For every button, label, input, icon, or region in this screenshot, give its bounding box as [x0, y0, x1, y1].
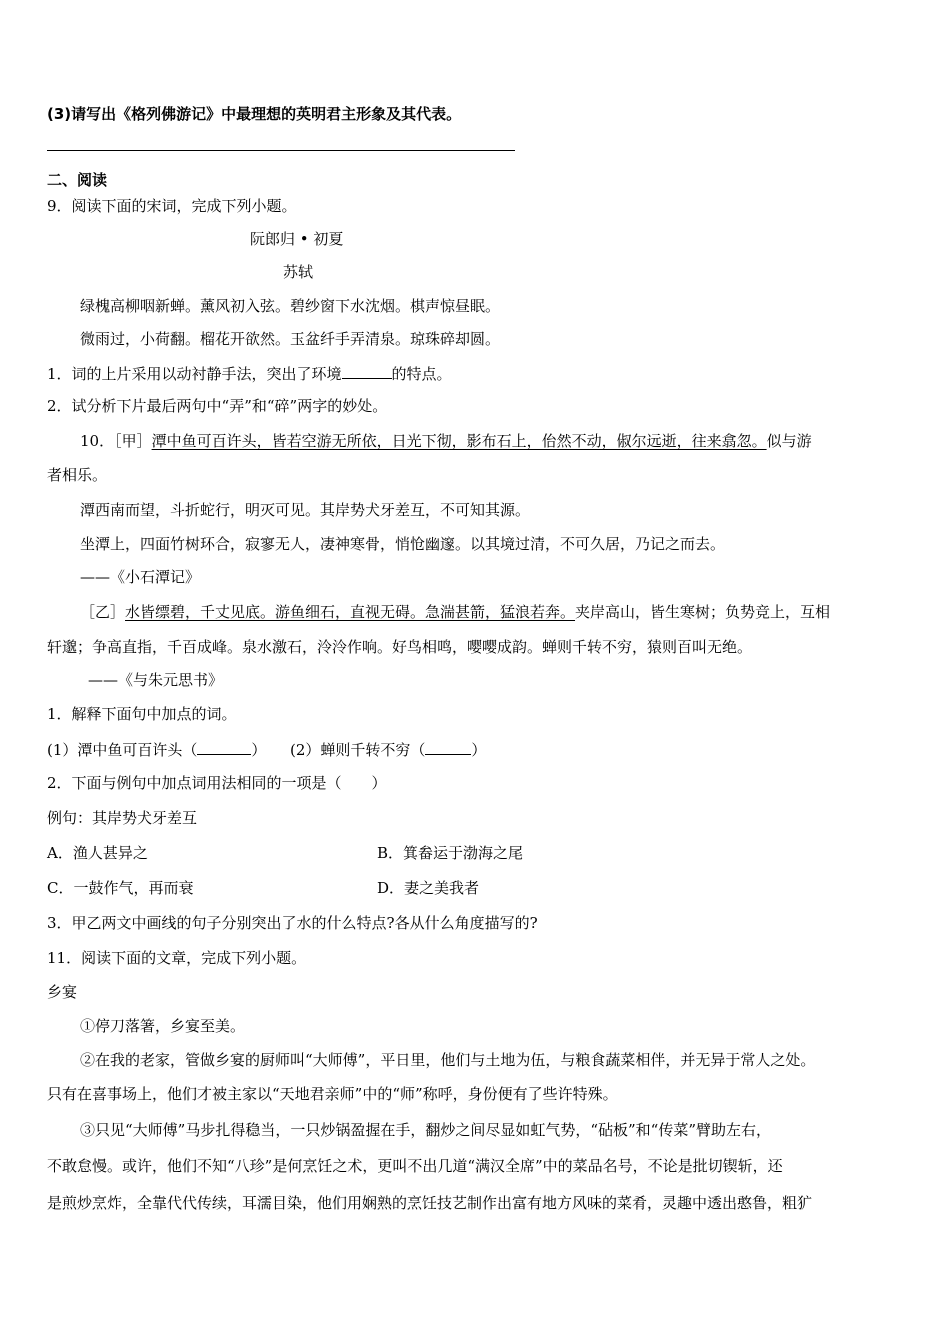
q10-yi-line1 — [80, 602, 830, 622]
sub1-item2-b: ） — [471, 741, 487, 759]
article-p3-cont1: 不敢怠慢。或许，他们不知“八珍”是何烹饪之术，更叫不出几道“满汉全席”中的菜品名号，不论是批切锲斩，还 — [47, 1157, 783, 1175]
poem-title: 阮郎归 • 初夏 — [250, 230, 344, 248]
section-title: 二、阅读 — [47, 171, 108, 189]
poem-line-1: 绿槐高柳咽新蝉。薰风初入弦。碧纱窗下水沈烟。棋声惊昼眠。 — [80, 297, 501, 315]
q9-sub1 — [47, 362, 452, 384]
q10-sub2: 2．下面与例句中加点词用法相同的一项是（ ） — [47, 774, 387, 792]
article-p3-cont2: 是煎炒烹炸，全靠代代传续，耳濡目染，他们用娴熟的烹饪技艺制作出富有地方风味的菜肴，灵趣中透出憨鲁，粗犷 — [47, 1194, 813, 1212]
sub1-item1-b: ） — [251, 741, 267, 759]
q10-lead: 10．［甲］ — [80, 432, 152, 450]
yi-rest: 夹岸高山，皆生寒树；负势竞上，互相 — [575, 603, 831, 621]
poem-line-2: 微雨过，小荷翻。榴花开欲然。玉盆纤手弄清泉。琼珠碎却圆。 — [80, 330, 501, 348]
q10-source1: ——《小石潭记》 — [80, 568, 201, 586]
q10-jia-line2: 者相乐。 — [47, 466, 108, 484]
q11-intro: 11．阅读下面的文章，完成下列小题。 — [47, 949, 307, 967]
jia-rest: 似与游 — [766, 432, 812, 450]
q10-sub1-items — [47, 738, 486, 760]
option-a[interactable]: A．渔人甚异之 — [47, 844, 148, 862]
option-b[interactable]: B．箕畚运于渤海之尾 — [377, 844, 524, 862]
option-d[interactable]: D．妻之美我者 — [377, 879, 480, 897]
q9-sub1-text-b: 的特点。 — [391, 365, 452, 383]
q9-intro: 9．阅读下面的宋词，完成下列小题。 — [47, 197, 297, 215]
article-p1: ①停刀落箸，乡宴至美。 — [80, 1017, 246, 1035]
yi-lead: ［乙］ — [80, 603, 126, 621]
q10-para3: 坐潭上，四面竹树环合，寂寥无人，凄神寒骨，悄怆幽邃。以其境过清，不可久居，乃记之而去。 — [80, 535, 726, 553]
answer-line — [47, 150, 515, 151]
q10-jia-line1 — [80, 431, 812, 451]
q10-sub1: 1．解释下面句中加点的词。 — [47, 705, 237, 723]
poem-author: 苏轼 — [283, 263, 314, 281]
q10-sub3: 3．甲乙两文中画线的句子分别突出了水的什么特点?各从什么角度描写的? — [47, 914, 538, 932]
article-title: 乡宴 — [47, 983, 78, 1001]
q10-source2: ——《与朱元思书》 — [88, 671, 224, 689]
sub1-item2-a: (2）蝉则千转不穷（ — [289, 741, 426, 759]
fill-blank[interactable] — [197, 738, 251, 755]
fill-blank[interactable] — [425, 738, 471, 755]
sub1-item1-a: (1）潭中鱼可百许头（ — [47, 741, 198, 759]
q10-para2: 潭西南而望，斗折蛇行，明灭可见。其岸势犬牙差互，不可知其源。 — [80, 501, 531, 519]
option-c[interactable]: C．一鼓作气，再而衰 — [47, 879, 194, 897]
article-p3: ③只见“大师傅”马步扎得稳当，一只炒锅盈握在手，翻炒之间尽显如虹气势，“砧板”和“传菜”臂助左右， — [80, 1121, 772, 1139]
yi-underlined-sentence: 水皆缥碧，千丈见底。游鱼细石，直视无碍。急湍甚箭，猛浪若奔。 — [125, 603, 576, 621]
question-3-prompt: (3)请写出《格列佛游记》中最理想的英明君主形象及其代表。 — [47, 105, 462, 123]
article-p2: ②在我的老家，管做乡宴的厨师叫“大师傅”，平日里，他们与土地为伍，与粮食蔬菜相伴，并无异于常人之处。 — [80, 1051, 816, 1069]
q9-sub1-text-a: 1．词的上片采用以动衬静手法，突出了环境 — [47, 365, 342, 383]
q10-example: 例句：其岸势犬牙差互 — [47, 809, 198, 827]
q10-yi-line2: 轩邈；争高直指，千百成峰。泉水激石，泠泠作响。好鸟相鸣，嘤嘤成韵。蝉则千转不穷，猿则百叫无绝。 — [47, 638, 753, 656]
article-p2-cont: 只有在喜事场上，他们才被主家以“天地君亲师”中的“师”称呼，身份便有了些许特殊。 — [47, 1085, 618, 1103]
jia-underlined-sentence: 潭中鱼可百许头，皆若空游无所依，日光下彻，影布石上，佁然不动，俶尔远逝，往来翕忽。 — [151, 432, 767, 450]
fill-blank[interactable] — [342, 362, 392, 379]
q9-sub2: 2．试分析下片最后两句中“弄”和“碎”两字的妙处。 — [47, 397, 388, 415]
